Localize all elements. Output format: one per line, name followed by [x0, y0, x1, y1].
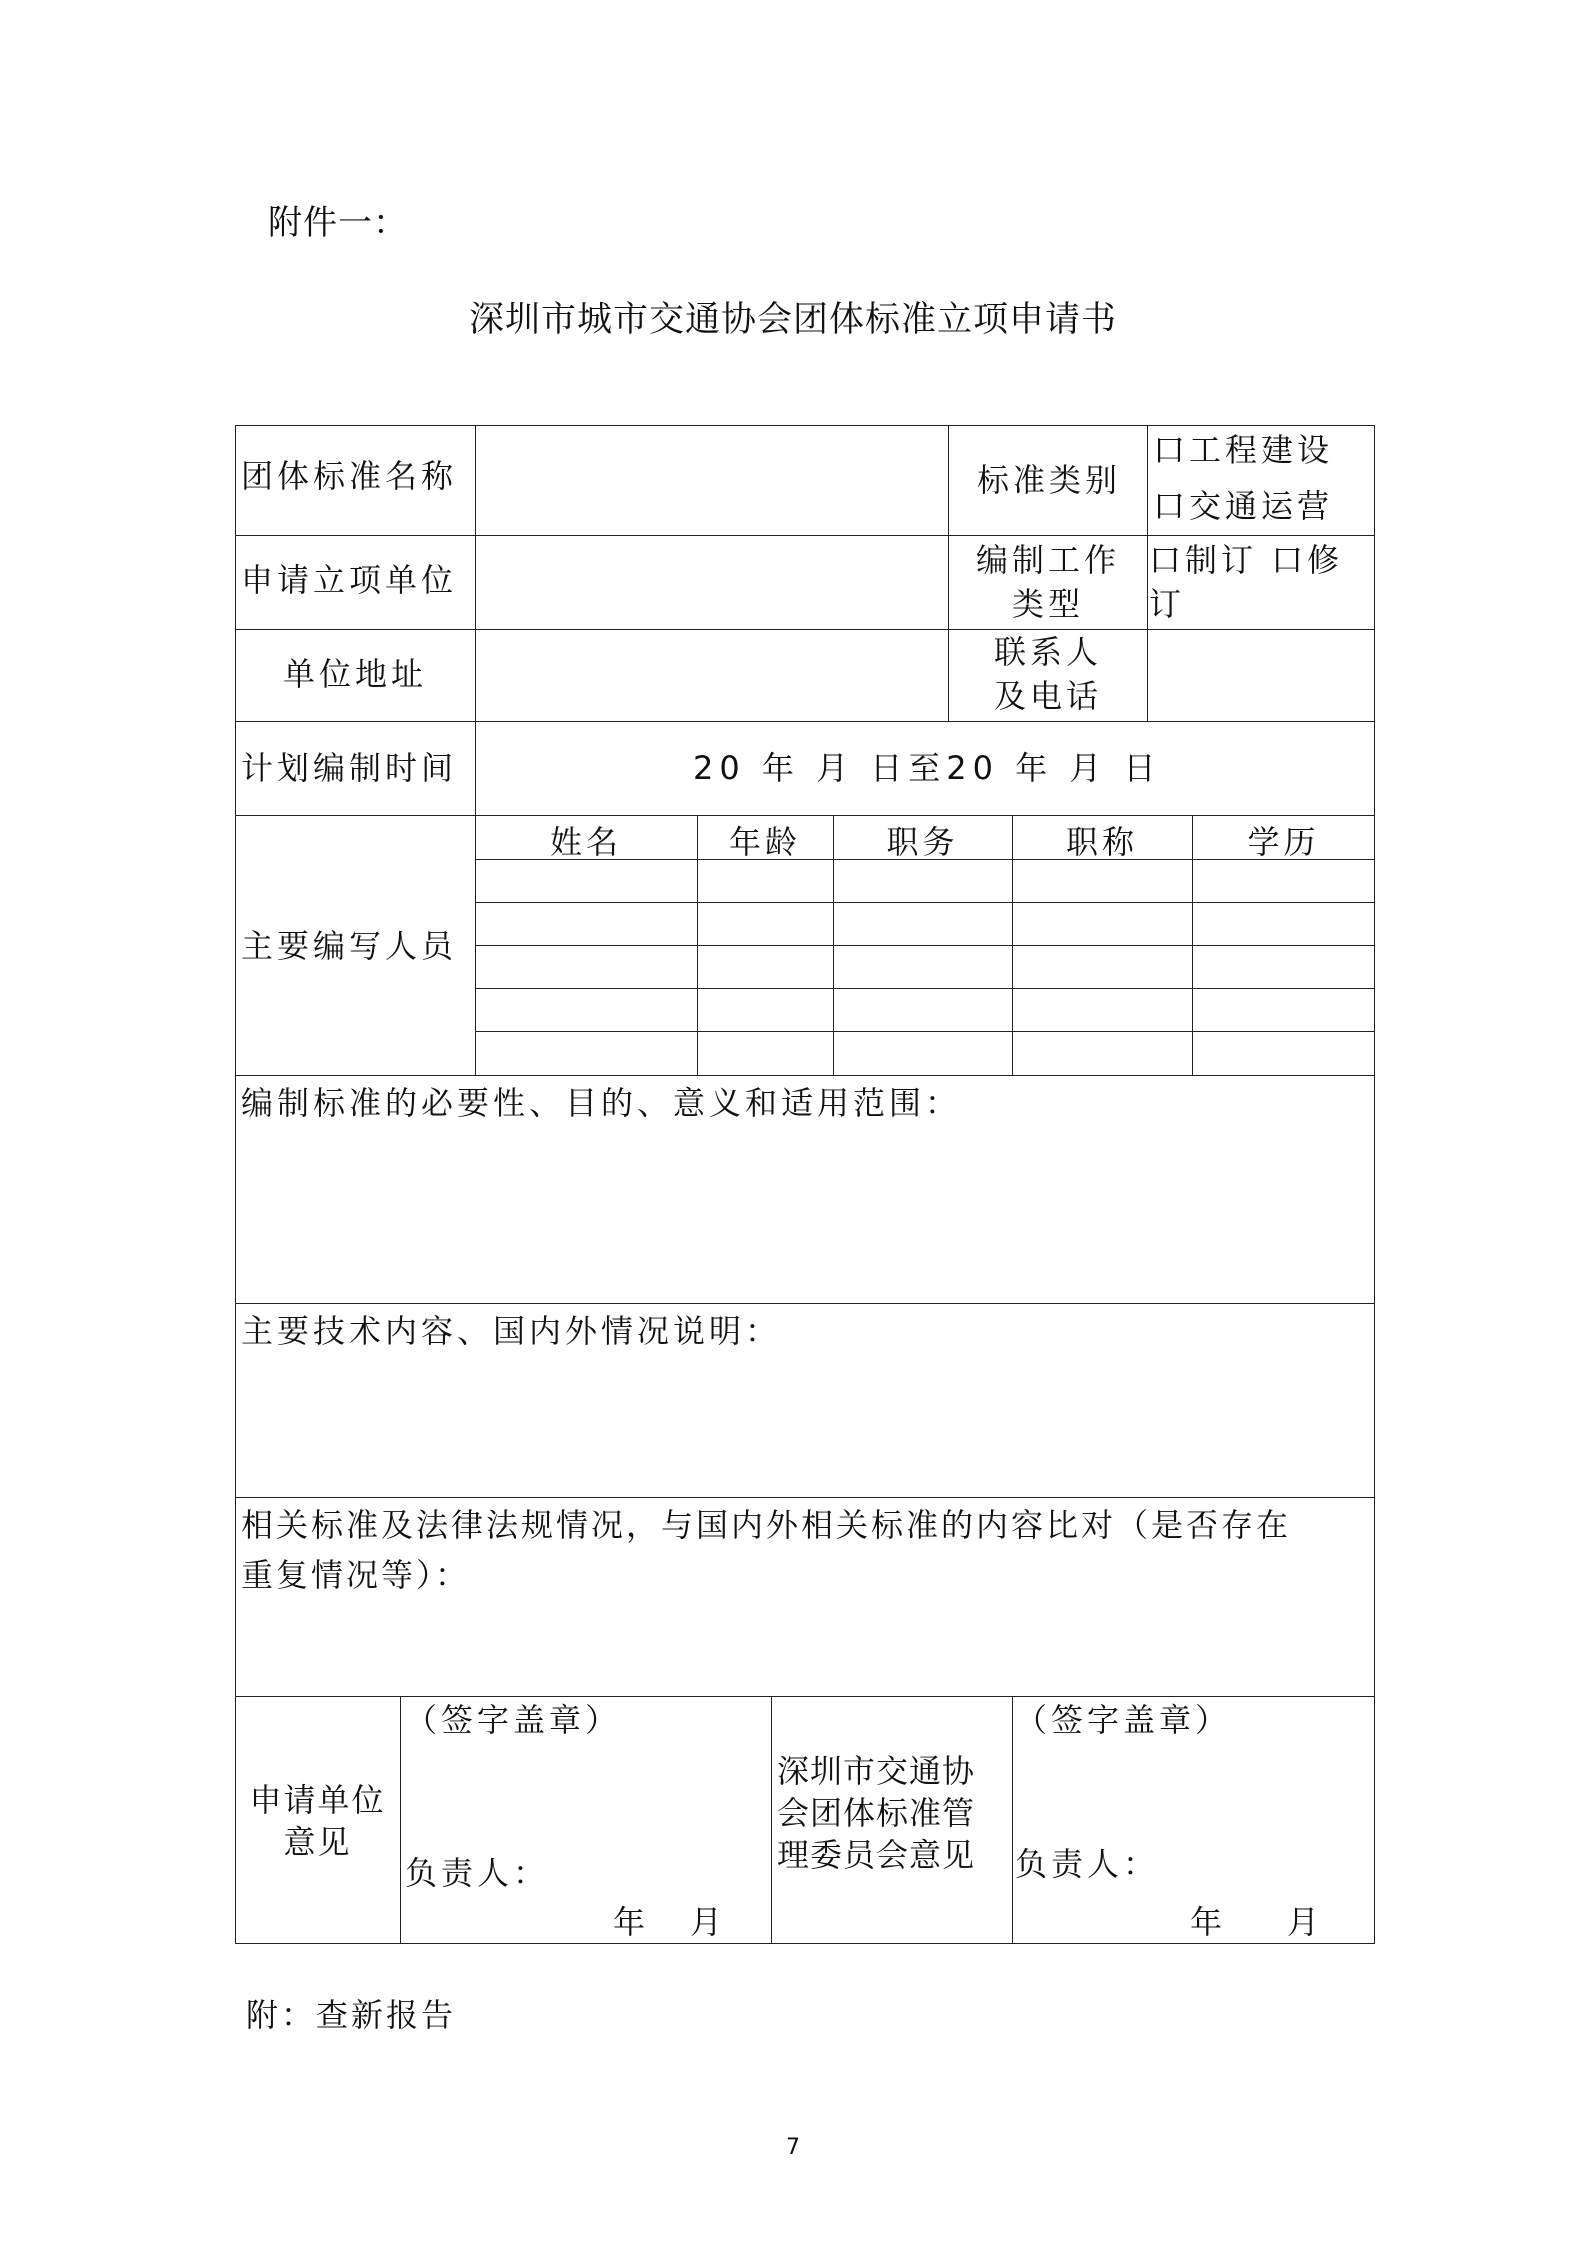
related-standards-line1: 相关标准及法律法规情况，与国内外相关标准的内容比对（是否存在 [241, 1506, 1292, 1544]
staff-header-age: 年龄 [728, 823, 801, 861]
attachment-label: 附件一： [268, 203, 408, 243]
committee-date-month: 月 [1287, 1903, 1324, 1941]
staff-header-education: 学历 [1247, 823, 1320, 861]
planned-period-label: 计划编制时间 [241, 749, 458, 787]
work-type-label-line1: 编制工作 [975, 541, 1120, 579]
main-authors-label: 主要编写人员 [241, 927, 458, 965]
applicant-opinion-label-line2: 意见 [283, 1823, 352, 1861]
row-divider [235, 629, 1375, 630]
appendix-note: 附：查新报告 [246, 1996, 457, 2034]
committee-opinion-label-line3: 理委员会意见 [777, 1836, 976, 1874]
work-type-label-line2: 类型 [1011, 585, 1084, 623]
committee-date-year: 年 [1190, 1903, 1227, 1941]
applicant-unit-label: 申请立项单位 [241, 561, 458, 599]
row-divider [235, 1497, 1375, 1498]
document-title: 深圳市城市交通协会团体标准立项申请书 [468, 300, 1117, 340]
planned-period-value[interactable]: 20 年 月 日至20 年 月 日 [693, 749, 1162, 787]
page-number: 7 [786, 2135, 800, 2160]
committee-opinion-label-line1: 深圳市交通协 [777, 1752, 976, 1790]
row-divider [235, 815, 1375, 816]
approval-divider [400, 1696, 401, 1943]
technical-content-section-label: 主要技术内容、国内外情况说明： [241, 1312, 782, 1350]
category-option-engineering[interactable]: 口工程建设 [1153, 431, 1334, 469]
standard-category-label: 标准类别 [977, 461, 1122, 499]
applicant-opinion-label-line1: 申请单位 [249, 1781, 386, 1819]
staff-row-divider [475, 1031, 1375, 1032]
related-standards-line2: 重复情况等）： [241, 1556, 471, 1594]
staff-row-divider [475, 988, 1375, 989]
row-divider [235, 1303, 1375, 1304]
committee-responsible-person: 负责人： [1015, 1845, 1160, 1883]
approval-divider [771, 1696, 772, 1943]
label-column-divider [475, 425, 476, 1075]
category-option-operations[interactable]: 口交通运营 [1153, 487, 1334, 525]
standard-name-label: 团体标准名称 [241, 457, 458, 495]
committee-signature-stamp: （签字盖章） [1015, 1701, 1232, 1739]
form-border-top [235, 425, 1375, 426]
application-form [235, 425, 1375, 1945]
staff-header-name: 姓名 [549, 823, 622, 861]
necessity-section-label: 编制标准的必要性、目的、意义和适用范围： [241, 1084, 962, 1122]
committee-opinion-label-line2: 会团体标准管 [777, 1794, 976, 1832]
staff-row-divider [475, 945, 1375, 946]
staff-row-divider [475, 902, 1375, 903]
form-border-right [1374, 425, 1375, 1943]
contact-label-line1: 联系人 [993, 633, 1102, 671]
contact-label-line2: 及电话 [993, 677, 1102, 715]
applicant-date-year: 年 [613, 1903, 650, 1941]
approval-divider [1012, 1696, 1013, 1943]
unit-address-label: 单位地址 [282, 655, 427, 693]
row-divider [235, 1075, 1375, 1076]
staff-header-title: 职称 [1065, 823, 1138, 861]
work-type-options-wrap: 订 [1149, 585, 1186, 623]
applicant-date-month: 月 [690, 1903, 727, 1941]
applicant-responsible-person: 负责人： [405, 1854, 550, 1892]
applicant-signature-stamp: （签字盖章） [405, 1701, 622, 1739]
column-divider [1147, 425, 1148, 721]
work-type-options[interactable]: 口制订 口修 [1149, 541, 1344, 579]
row-divider [235, 721, 1375, 722]
row-divider [235, 535, 1375, 536]
staff-header-position: 职务 [886, 823, 959, 861]
